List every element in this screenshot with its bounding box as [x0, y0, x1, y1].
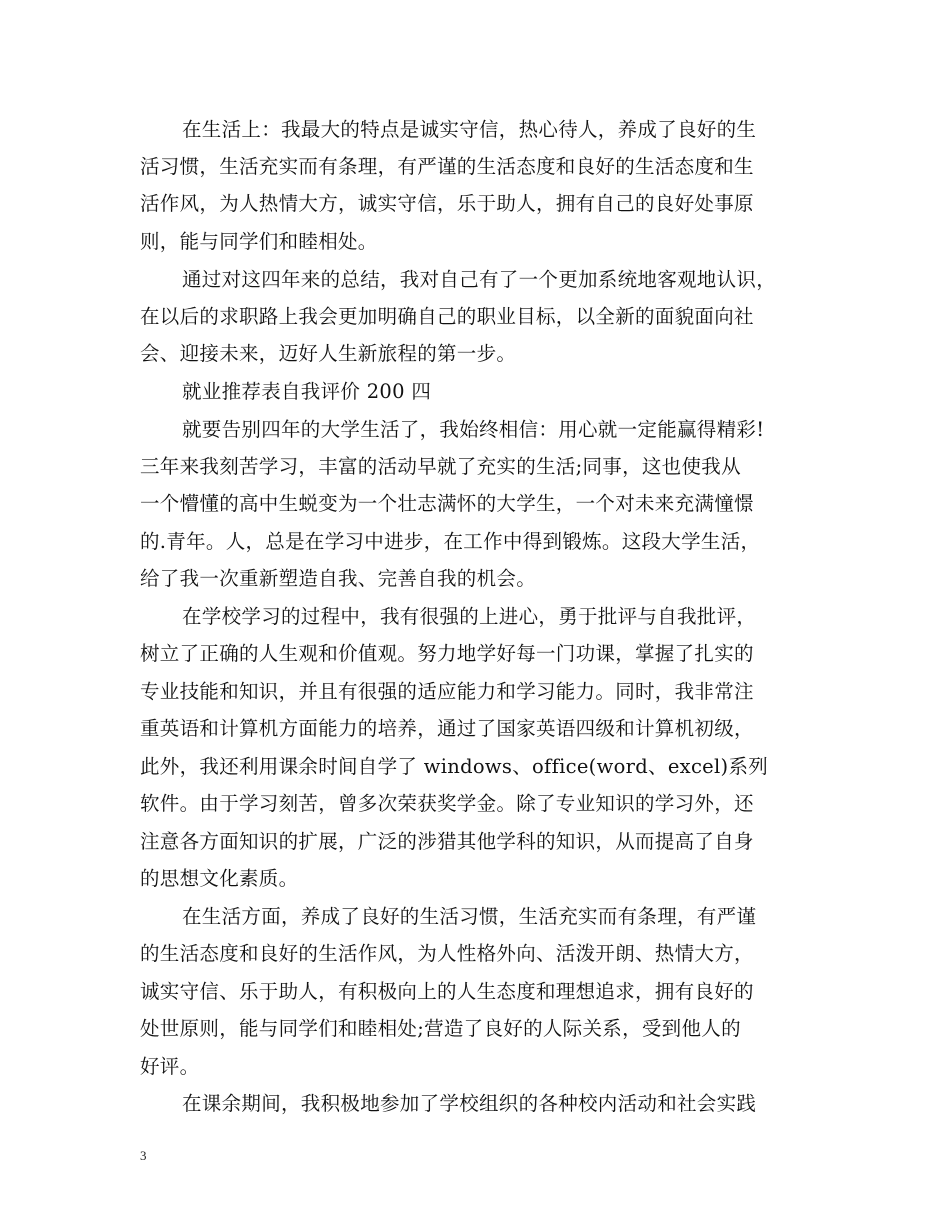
text-line: 此外，我还利用课余时间自学了 windows、office(word、excel)系列: [140, 755, 769, 778]
text-line: 在以后的求职路上我会更加明确自己的职业目标，以全新的面貌面向社: [140, 305, 754, 328]
text-line: 通过对这四年来的总结，我对自己有了一个更加系统地客观地认识，: [182, 268, 777, 291]
text-line: 诚实守信、乐于助人，有积极向上的人生态度和理想追求，拥有良好的: [140, 980, 754, 1003]
text-line: 注意各方面知识的扩展，广泛的涉猎其他学科的知识，从而提高了自身: [140, 830, 754, 853]
text-line: 的.青年。人，总是在学习中进步，在工作中得到锻炼。这段大学生活，: [140, 530, 761, 553]
text-line: 的思想文化素质。: [140, 867, 299, 890]
page-number: 3: [140, 1148, 147, 1163]
text-line: 处世原则，能与同学们和睦相处;营造了良好的人际关系，受到他人的: [140, 1017, 741, 1040]
text-line: 给了我一次重新塑造自我、完善自我的机会。: [140, 567, 537, 590]
text-line: 三年来我刻苦学习，丰富的活动早就了充实的生活;同事，这也使我从: [140, 455, 741, 478]
text-line: 在学校学习的过程中，我有很强的上进心，勇于批评与自我批评，: [182, 605, 757, 628]
text-line: 重英语和计算机方面能力的培养，通过了国家英语四级和计算机初级，: [140, 717, 754, 740]
text-line: 活习惯，生活充实而有条理，有严谨的生活态度和良好的生活态度和生: [140, 155, 754, 178]
text-line: 好评。: [140, 1055, 200, 1078]
text-line: 专业技能和知识，并且有很强的适应能力和学习能力。同时，我非常注: [140, 680, 754, 703]
text-line: 在生活上：我最大的特点是诚实守信，热心待人，养成了良好的生: [182, 118, 757, 141]
text-line: 一个懵懂的高中生蜕变为一个壮志满怀的大学生，一个对未来充满憧憬: [140, 492, 754, 515]
text-line: 的生活态度和良好的生活作风，为人性格外向、活泼开朗、热情大方，: [140, 942, 754, 965]
text-line: 树立了正确的人生观和价值观。努力地学好每一门功课，掌握了扎实的: [140, 642, 754, 665]
text-line: 在生活方面，养成了良好的生活习惯，生活充实而有条理，有严谨: [182, 905, 757, 928]
text-line: 软件。由于学习刻苦，曾多次荣获奖学金。除了专业知识的学习外，还: [140, 792, 754, 815]
text-line: 活作风，为人热情大方，诚实守信，乐于助人，拥有自己的良好处事原: [140, 192, 754, 215]
section-heading: 就业推荐表自我评价 200 四: [182, 380, 432, 403]
text-line: 就要告别四年的大学生活了，我始终相信：用心就一定能赢得精彩!: [182, 418, 765, 441]
text-line: 在课余期间，我积极地参加了学校组织的各种校内活动和社会实践: [182, 1092, 757, 1115]
text-line: 则，能与同学们和睦相处。: [140, 230, 378, 253]
text-line: 会、迎接未来，迈好人生新旅程的第一步。: [140, 342, 517, 365]
